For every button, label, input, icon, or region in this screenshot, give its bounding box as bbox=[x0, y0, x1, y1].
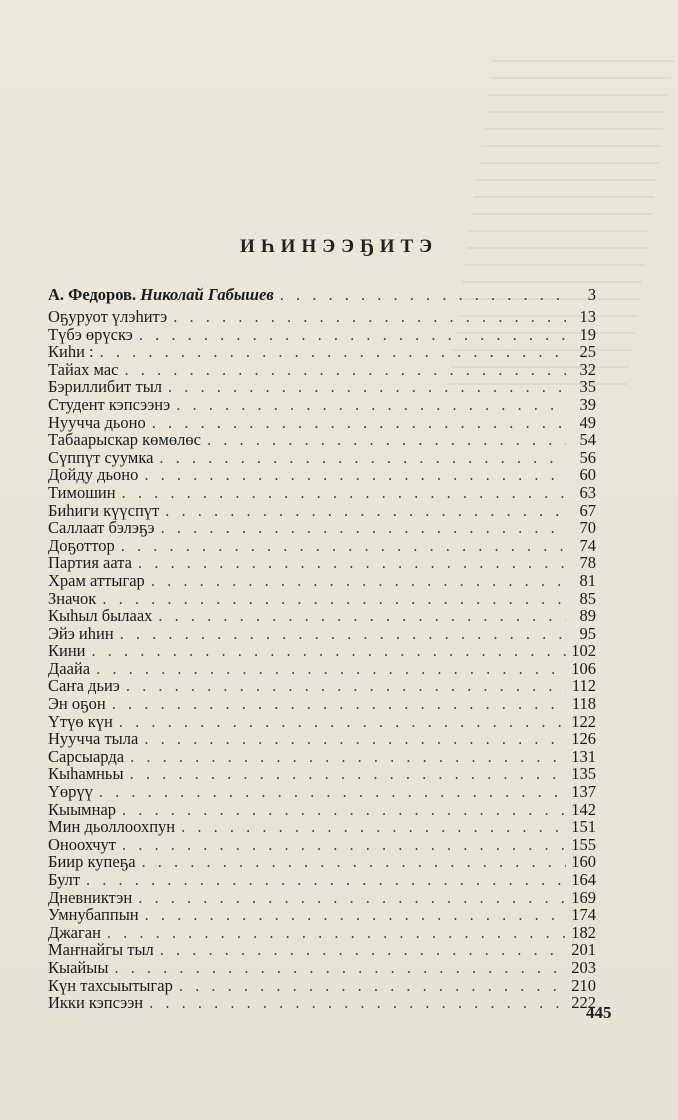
entry-title: Джаган bbox=[48, 922, 101, 942]
entry-page: 126 bbox=[571, 729, 596, 749]
entry-title: Үөрүү bbox=[48, 782, 93, 802]
entry-title: Нуучча дьоно bbox=[48, 412, 146, 432]
entry-page: 54 bbox=[579, 430, 596, 450]
entry-title: Түбэ өрүскэ bbox=[48, 324, 133, 344]
dot-leader bbox=[139, 326, 566, 344]
dot-leader bbox=[165, 502, 566, 520]
dot-leader bbox=[86, 871, 566, 889]
dot-leader bbox=[144, 466, 566, 484]
toc-entry bbox=[48, 713, 596, 731]
toc-entry bbox=[48, 625, 596, 643]
dot-leader bbox=[138, 554, 566, 572]
dot-leader bbox=[121, 537, 566, 555]
toc-entry bbox=[48, 642, 596, 660]
dot-leader bbox=[160, 941, 566, 959]
entry-title: Икки кэпсээн bbox=[48, 993, 144, 1013]
entry-page: 89 bbox=[579, 606, 596, 626]
entry-page: 32 bbox=[579, 359, 596, 379]
entry-title: Тайах мас bbox=[48, 359, 119, 379]
entry-page: 182 bbox=[571, 922, 596, 942]
entry-page: 112 bbox=[571, 676, 596, 696]
dot-leader bbox=[207, 431, 566, 449]
entry-title: Биир купеҕа bbox=[48, 852, 136, 872]
dot-leader bbox=[119, 713, 566, 731]
dot-leader bbox=[92, 642, 567, 660]
entry-page: 70 bbox=[579, 518, 596, 538]
entry-title: Нуучча тыла bbox=[48, 729, 139, 749]
entry-title: Партия аата bbox=[48, 553, 132, 573]
toc-entry bbox=[48, 924, 596, 942]
entry-title: Кыһыл былаах bbox=[48, 606, 153, 626]
entry-title: Булт bbox=[48, 870, 81, 889]
toc-entry bbox=[48, 941, 596, 959]
toc-entry bbox=[48, 502, 596, 520]
dot-leader bbox=[130, 748, 566, 766]
entry-page: 135 bbox=[571, 764, 596, 784]
entry-title: Тимошин bbox=[48, 482, 116, 502]
entry-page: 85 bbox=[579, 588, 596, 608]
entry-page: 106 bbox=[571, 658, 596, 678]
dot-leader bbox=[149, 994, 566, 1012]
dot-leader bbox=[102, 590, 566, 608]
dot-leader bbox=[122, 484, 566, 502]
entry-title: Дойду дьоно bbox=[48, 465, 139, 485]
entry-title: Бэриллибит тыл bbox=[48, 377, 163, 397]
entry-page: 25 bbox=[579, 342, 596, 362]
entry-work: Николай Габышев bbox=[140, 285, 274, 304]
entry-title: Оҕуруот үлэһитэ bbox=[48, 307, 168, 326]
entry-page: 19 bbox=[579, 324, 596, 344]
toc-entry bbox=[48, 889, 596, 907]
entry-page: 78 bbox=[579, 553, 596, 573]
entry-page: 151 bbox=[571, 817, 596, 837]
entry-title: Эйэ иһин bbox=[48, 623, 114, 643]
entry-page: 13 bbox=[579, 307, 596, 326]
entry-page: 63 bbox=[579, 482, 596, 502]
entry-page: 142 bbox=[571, 799, 596, 819]
toc-entry bbox=[48, 414, 596, 432]
toc-entry bbox=[48, 361, 596, 379]
entry-page: 174 bbox=[571, 905, 596, 925]
toc-entry bbox=[48, 378, 596, 396]
entry-title: Доҕоттор bbox=[48, 535, 115, 555]
dot-leader bbox=[145, 906, 566, 924]
entry-page: 137 bbox=[571, 782, 596, 802]
entry-page: 222 bbox=[571, 993, 596, 1013]
dot-leader bbox=[152, 414, 566, 432]
entry-page: 210 bbox=[571, 975, 596, 995]
toc-entry bbox=[48, 396, 596, 414]
toc-entry bbox=[48, 660, 596, 678]
toc-entry bbox=[48, 748, 596, 766]
entry-page: 164 bbox=[571, 870, 596, 889]
dot-leader bbox=[168, 378, 566, 396]
entry-author-and-work bbox=[48, 284, 280, 306]
entry-page: 131 bbox=[571, 746, 596, 766]
entry-title: Мин дьоллоохпун bbox=[48, 817, 176, 837]
entry-title: Күн тахсыытыгар bbox=[48, 975, 173, 995]
entry-page: 160 bbox=[571, 852, 596, 872]
entry-title: Оноохчут bbox=[48, 834, 117, 854]
entry-page: 203 bbox=[571, 957, 596, 977]
entry-title: Кыһамньы bbox=[48, 764, 124, 784]
dot-leader bbox=[138, 889, 566, 907]
toc-entry bbox=[48, 308, 596, 326]
toc-entry-first bbox=[48, 284, 596, 306]
dot-leader bbox=[280, 284, 566, 306]
dot-leader bbox=[114, 959, 566, 977]
page-title: ИҺИНЭЭҔИТЭ bbox=[239, 236, 439, 257]
toc-entry bbox=[48, 607, 596, 625]
dot-leader bbox=[96, 660, 566, 678]
dot-leader bbox=[126, 677, 566, 695]
dot-leader bbox=[151, 572, 566, 590]
toc-entry bbox=[48, 959, 596, 977]
entry-title: Эн оҕон bbox=[48, 694, 106, 714]
page-number: 445 bbox=[586, 1003, 612, 1022]
dot-leader bbox=[112, 695, 566, 713]
entry-title: Умнубаппын bbox=[48, 905, 139, 925]
toc-entry bbox=[48, 994, 596, 1012]
dot-leader bbox=[159, 449, 566, 467]
toc-entry bbox=[48, 537, 596, 555]
toc-entry bbox=[48, 677, 596, 695]
entry-page: 60 bbox=[579, 465, 596, 485]
entry-title: Кыайыы bbox=[48, 957, 109, 977]
entry-title: Храм аттыгар bbox=[48, 570, 145, 590]
dot-leader bbox=[125, 361, 567, 379]
dot-leader bbox=[107, 924, 566, 942]
dot-leader bbox=[99, 783, 566, 801]
entry-page: 81 bbox=[579, 570, 596, 590]
dot-leader bbox=[122, 801, 566, 819]
toc-entry bbox=[48, 519, 596, 537]
entry-title: Табаарыскар көмөлөс bbox=[48, 430, 201, 450]
entry-title: Саллаат бэлэҕэ bbox=[48, 518, 155, 538]
entry-page: 95 bbox=[579, 623, 596, 643]
toc-entry bbox=[48, 871, 596, 889]
entry-page: 67 bbox=[579, 500, 596, 520]
toc-entry bbox=[48, 730, 596, 748]
dot-leader bbox=[142, 853, 566, 871]
entry-title: Саҥа дьиэ bbox=[48, 676, 120, 696]
entry-title: Биһиги күүспүт bbox=[48, 500, 160, 520]
toc-entry bbox=[48, 783, 596, 801]
entry-title: Кини bbox=[48, 641, 86, 661]
dot-leader bbox=[122, 836, 566, 854]
entry-title: Сүппүт суумка bbox=[48, 447, 154, 467]
toc-entry bbox=[48, 977, 596, 995]
entry-title: Киһи : bbox=[48, 342, 94, 362]
toc-entry bbox=[48, 326, 596, 344]
entry-page: 74 bbox=[579, 535, 596, 555]
toc-entry bbox=[48, 466, 596, 484]
entry-title: Дневниктэн bbox=[48, 887, 133, 907]
dot-leader bbox=[120, 625, 566, 643]
dot-leader bbox=[130, 765, 566, 783]
toc-entry bbox=[48, 906, 596, 924]
dot-leader bbox=[158, 607, 566, 625]
entry-title: Маҥнайгы тыл bbox=[48, 940, 154, 960]
toc-entry bbox=[48, 431, 596, 449]
entry-author: А. Федоров. bbox=[48, 285, 137, 304]
entry-title: Даайа bbox=[48, 658, 91, 678]
entry-page: 122 bbox=[571, 711, 596, 731]
entry-page: 35 bbox=[579, 377, 596, 397]
entry-page: 56 bbox=[579, 447, 596, 467]
dot-leader bbox=[100, 343, 566, 361]
entry-title: Кыымнар bbox=[48, 799, 117, 819]
entry-title: Студент кэпсээнэ bbox=[48, 394, 171, 414]
entry-page: 118 bbox=[571, 694, 596, 714]
toc-entry bbox=[48, 853, 596, 871]
entry-page: 3 bbox=[587, 285, 596, 304]
toc-entry bbox=[48, 449, 596, 467]
toc-entry bbox=[48, 818, 596, 836]
entry-page: 155 bbox=[571, 834, 596, 854]
entry-page: 39 bbox=[579, 394, 596, 414]
toc-entry bbox=[48, 765, 596, 783]
toc-entry bbox=[48, 695, 596, 713]
toc-entry bbox=[48, 343, 596, 361]
entry-title: Сарсыарда bbox=[48, 746, 125, 766]
toc-entry bbox=[48, 590, 596, 608]
dot-leader bbox=[181, 818, 566, 836]
entry-page: 169 bbox=[571, 887, 596, 907]
dot-leader bbox=[161, 519, 566, 537]
entry-page: 201 bbox=[571, 940, 596, 960]
entry-title: Үтүө күн bbox=[48, 711, 113, 731]
toc-entry bbox=[48, 484, 596, 502]
toc-entry bbox=[48, 572, 596, 590]
entry-title: Значок bbox=[48, 588, 97, 608]
dot-leader bbox=[173, 308, 566, 326]
dot-leader bbox=[144, 730, 566, 748]
entry-page: 102 bbox=[571, 641, 596, 661]
table-of-contents bbox=[48, 284, 596, 1012]
dot-leader bbox=[176, 396, 566, 414]
toc-entry bbox=[48, 554, 596, 572]
dot-leader bbox=[179, 977, 566, 995]
entry-page: 49 bbox=[579, 412, 596, 432]
toc-entry bbox=[48, 836, 596, 854]
toc-entry bbox=[48, 801, 596, 819]
